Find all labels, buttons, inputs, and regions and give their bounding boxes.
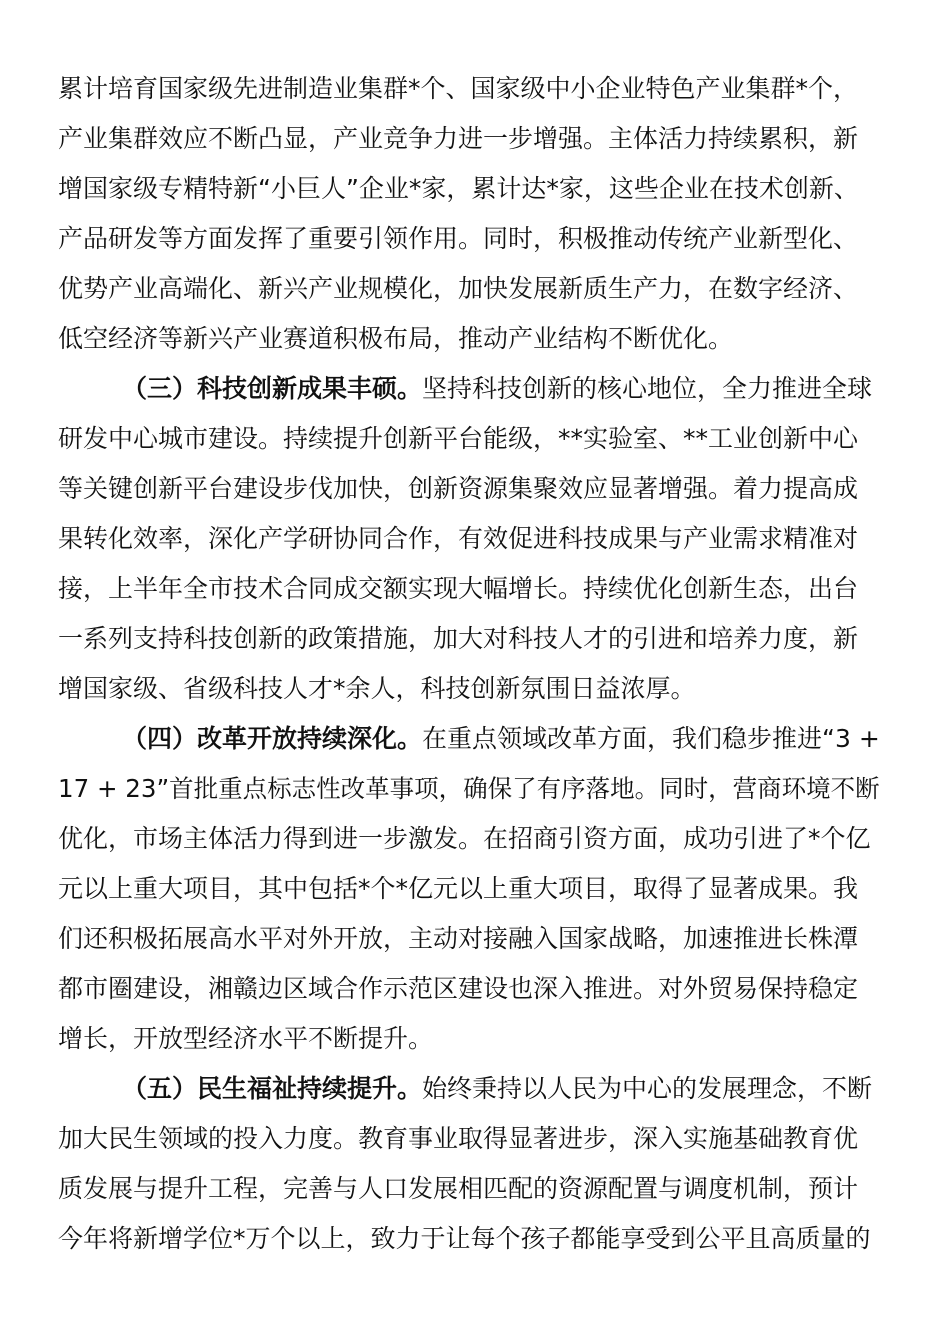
- body-line: 一系列支持科技创新的政策措施，加大对科技人才的引进和培养力度，新: [58, 624, 859, 653]
- body-line: 质发展与提升工程，完善与人口发展相匹配的资源配置与调度机制，预计: [58, 1174, 859, 1203]
- body-line: 产业集群效应不断凸显，产业竞争力进一步增强。主体活力持续累积，新: [58, 124, 859, 153]
- body-line: 产品研发等方面发挥了重要引领作用。同时，积极推动传统产业新型化、: [58, 224, 859, 253]
- body-line: 们还积极拓展高水平对外开放，主动对接融入国家战略，加速推进长株潭: [58, 924, 859, 953]
- body-line: 都市圈建设，湘赣边区域合作示范区建设也深入推进。对外贸易保持稳定: [58, 974, 859, 1003]
- body-line: 元以上重大项目，其中包括*个*亿元以上重大项目，取得了显著成果。我: [58, 874, 859, 903]
- body-line: 今年将新增学位*万个以上，致力于让每个孩子都能享受到公平且高质量的: [58, 1224, 871, 1253]
- section-3-first-line: [122, 372, 872, 406]
- body-line: 等关键创新平台建设步伐加快，创新资源集聚效应显著增强。着力提高成: [58, 474, 859, 503]
- section-3-heading: （三）科技创新成果丰硕。: [122, 374, 423, 403]
- section-5-heading: （五）民生福祉持续提升。: [122, 1074, 423, 1103]
- section-3-lead-text: 坚持科技创新的核心地位，全力推进全球: [422, 374, 873, 403]
- section-4-lead-text: 在重点领域改革方面，我们稳步推进“3 +: [422, 724, 880, 753]
- body-line: 研发中心城市建设。持续提升创新平台能级，**实验室、**工业创新中心: [58, 424, 859, 453]
- body-line: 增国家级、省级科技人才*余人，科技创新氛围日益浓厚。: [58, 674, 696, 703]
- body-line: 接，上半年全市技术合同成交额实现大幅增长。持续优化创新生态，出台: [58, 574, 859, 603]
- body-line: 果转化效率，深化产学研协同合作，有效促进科技成果与产业需求精准对: [58, 524, 859, 553]
- body-line: 低空经济等新兴产业赛道积极布局，推动产业结构不断优化。: [58, 324, 734, 353]
- section-5-lead-text: 始终秉持以人民为中心的发展理念，不断: [422, 1074, 873, 1103]
- section-5-first-line: [122, 1072, 872, 1106]
- section-4-first-line: [122, 722, 880, 756]
- body-line: 累计培育国家级先进制造业集群*个、国家级中小企业特色产业集群*个，: [58, 74, 859, 103]
- body-line: 17 + 23”首批重点标志性改革事项，确保了有序落地。同时，营商环境不断: [58, 774, 880, 803]
- body-line: 加大民生领域的投入力度。教育事业取得显著进步，深入实施基础教育优: [58, 1124, 859, 1153]
- body-line: 增国家级专精特新“小巨人”企业*家，累计达*家，这些企业在技术创新、: [58, 174, 859, 203]
- body-line: 增长，开放型经济水平不断提升。: [58, 1024, 434, 1053]
- body-line: 优势产业高端化、新兴产业规模化，加快发展新质生产力，在数字经济、: [58, 274, 859, 303]
- section-4-heading: （四）改革开放持续深化。: [122, 724, 423, 753]
- body-line: 优化，市场主体活力得到进一步激发。在招商引资方面，成功引进了*个亿: [58, 824, 871, 853]
